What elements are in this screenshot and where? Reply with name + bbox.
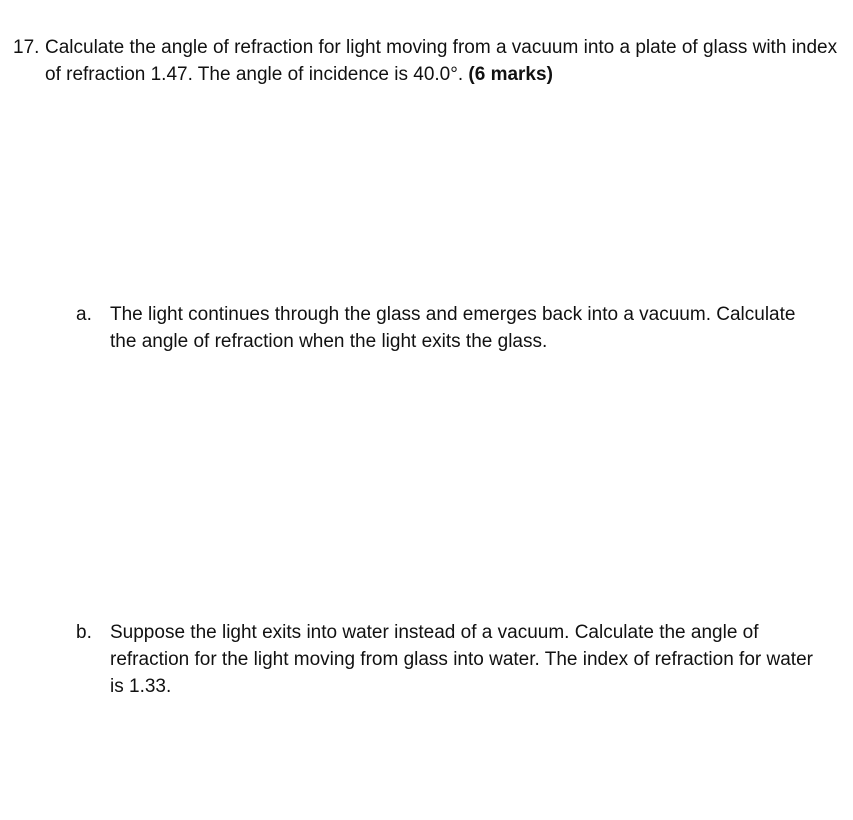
question-body bbox=[45, 34, 843, 88]
part-a-label: a. bbox=[76, 304, 92, 325]
question-text: Calculate the angle of refraction for light moving from a vacuum into a plate of glass with index of refraction 1.47. The angle of incidence is 40.0°. bbox=[45, 37, 838, 85]
part-b-text: Suppose the light exits into water instead of a vacuum. Calculate the angle of refraction for the light moving from glass into water. The index of refraction for water is 1.33. bbox=[110, 622, 813, 697]
question-17 bbox=[13, 34, 843, 88]
question-marks: (6 marks) bbox=[468, 64, 553, 85]
part-a-text: The light continues through the glass and emerges back into a vacuum. Calculate the angle of refraction when the light exits the glass. bbox=[110, 304, 796, 352]
part-b bbox=[76, 619, 816, 700]
question-number: 17. bbox=[13, 37, 40, 58]
part-b-label: b. bbox=[76, 622, 92, 643]
part-a bbox=[76, 301, 816, 355]
